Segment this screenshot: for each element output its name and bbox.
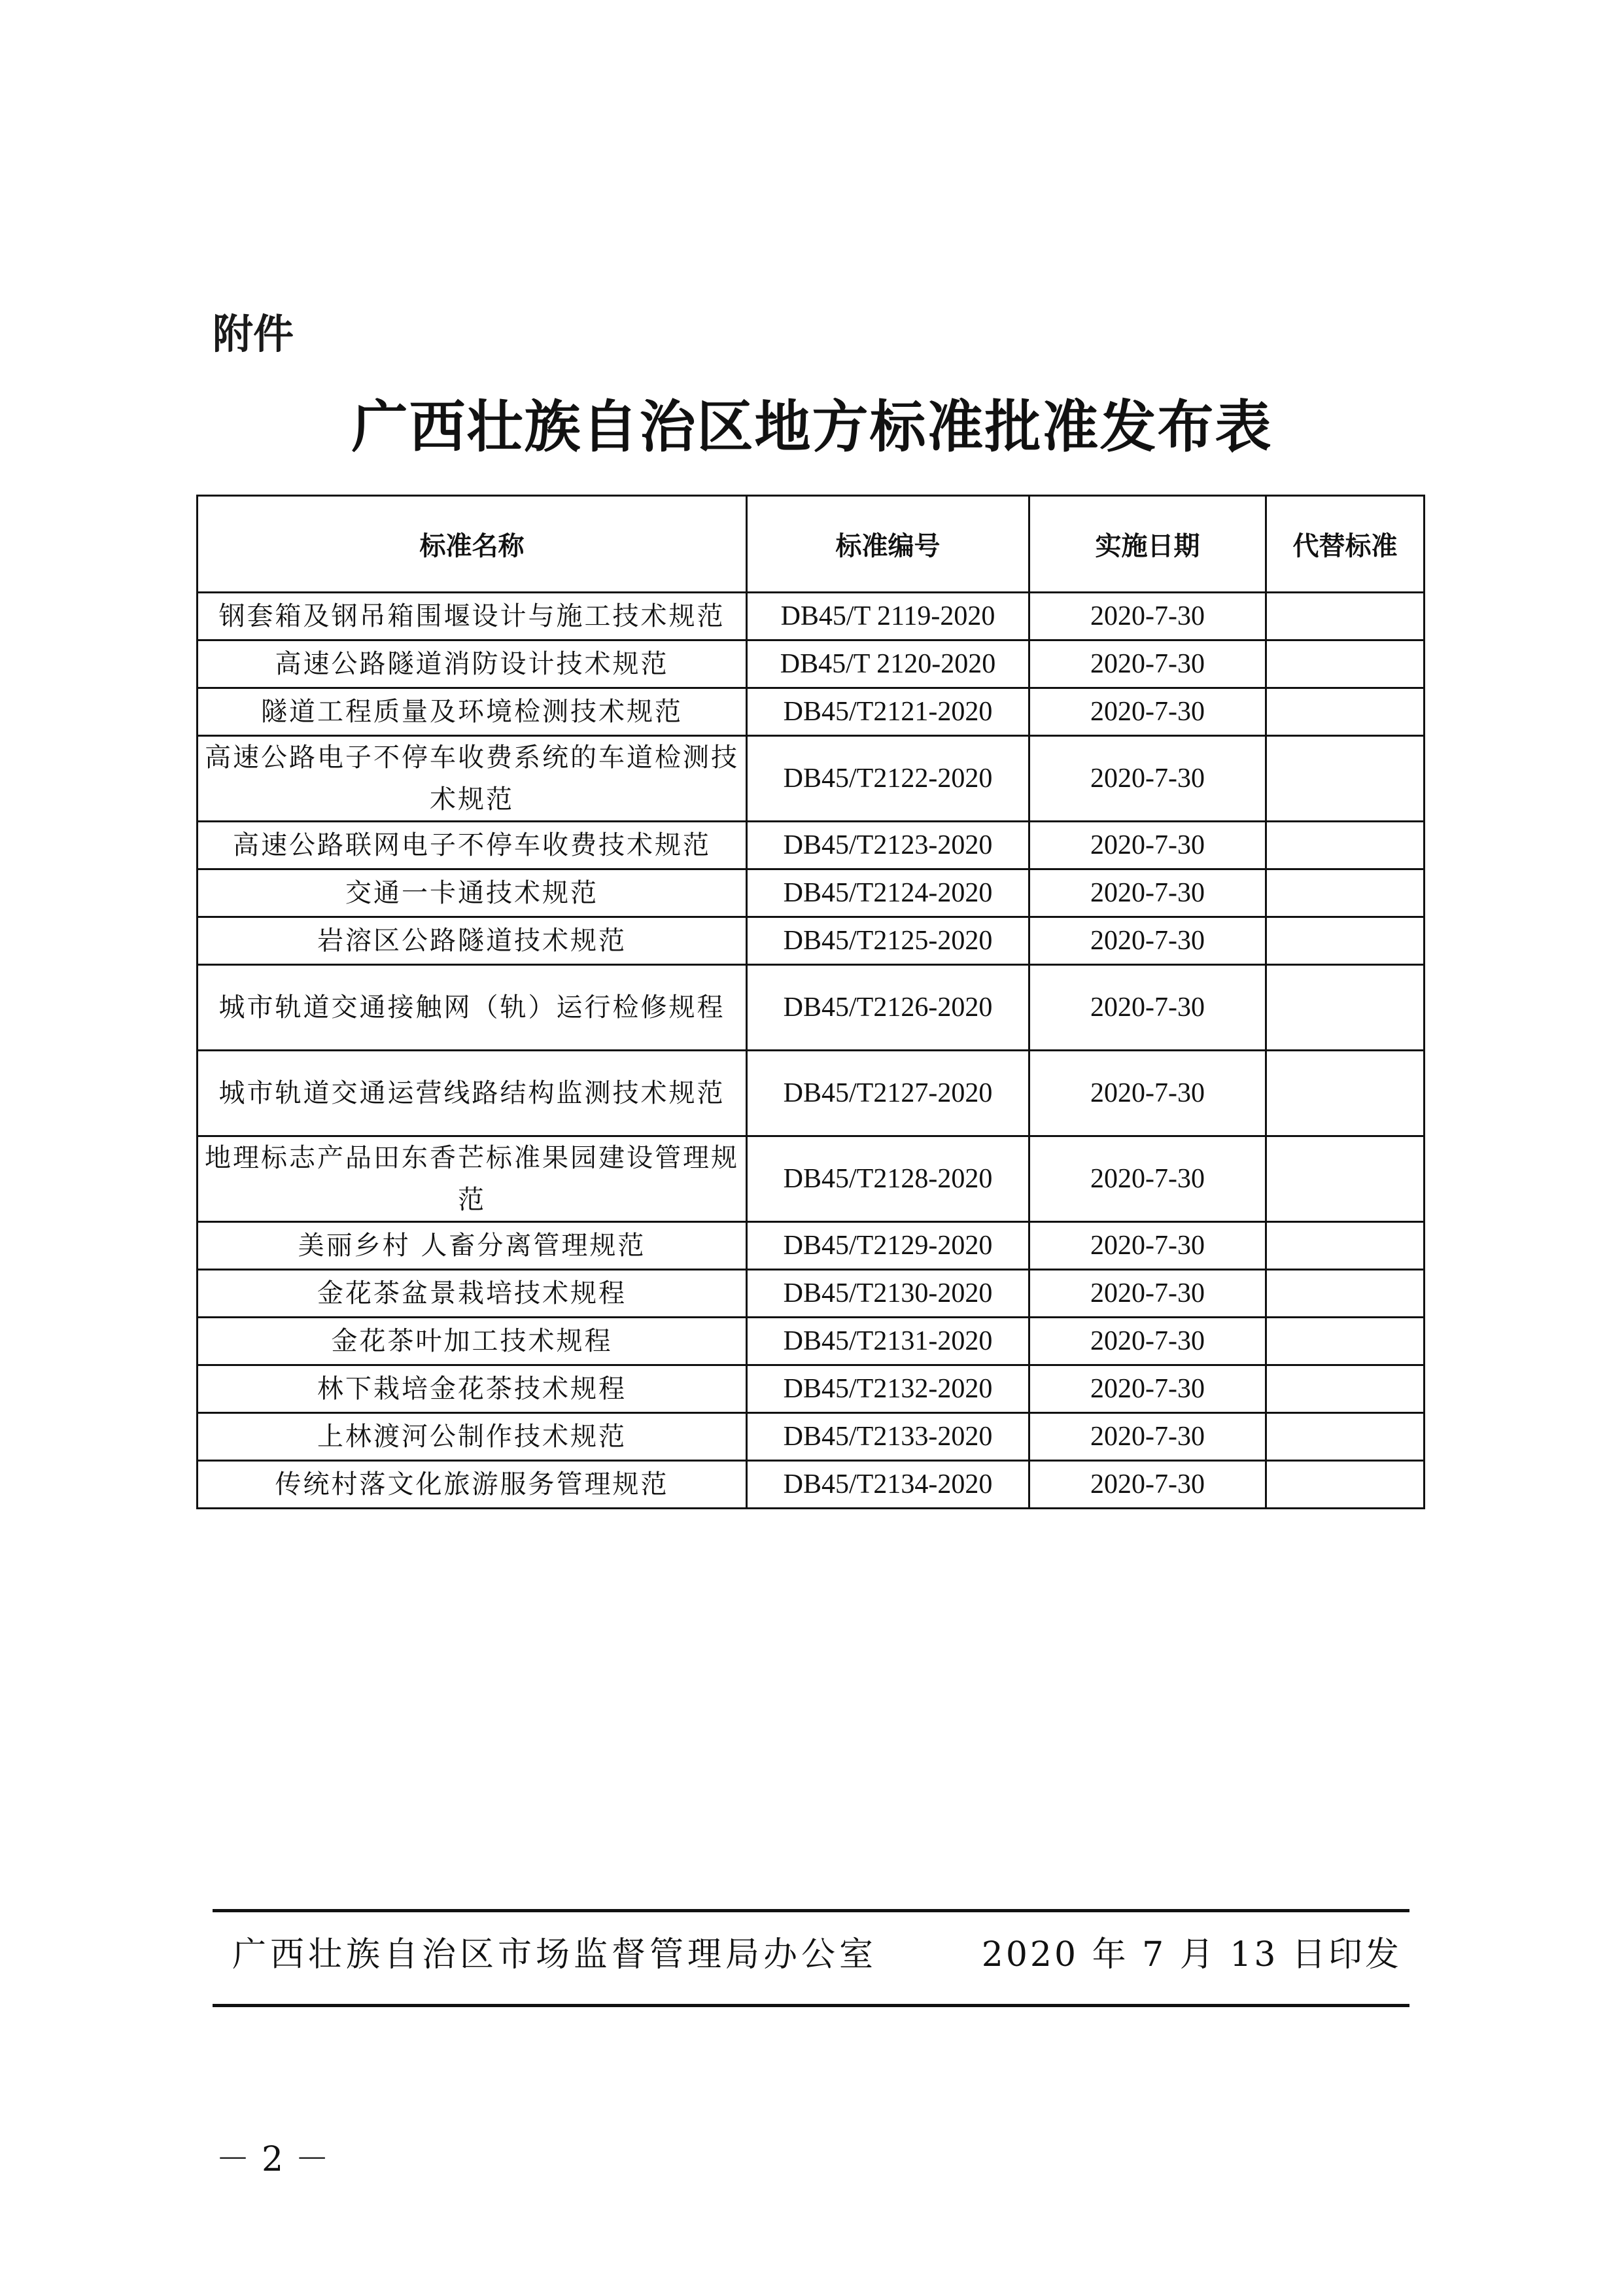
- standard-name-cell: 金花茶盆景栽培技术规程: [198, 1270, 747, 1318]
- replaced-standard-cell: [1266, 1222, 1425, 1270]
- replaced-standard-cell: [1266, 1270, 1425, 1318]
- effective-date-cell: 2020-7-30: [1029, 1136, 1266, 1222]
- replaced-standard-cell: [1266, 688, 1425, 736]
- standard-code-cell: DB45/T2134-2020: [747, 1461, 1029, 1509]
- standard-code-cell: DB45/T2121-2020: [747, 688, 1029, 736]
- table-row: [198, 640, 1425, 688]
- standard-name-cell: 高速公路联网电子不停车收费技术规范: [198, 822, 747, 869]
- standard-name-cell: 高速公路隧道消防设计技术规范: [198, 640, 747, 688]
- effective-date-cell: 2020-7-30: [1029, 688, 1266, 736]
- table-row: [198, 1413, 1425, 1461]
- standard-name-cell: 岩溶区公路隧道技术规范: [198, 917, 747, 965]
- table-row: [198, 1461, 1425, 1509]
- replaced-standard-cell: [1266, 1318, 1425, 1365]
- replaced-standard-cell: [1266, 593, 1425, 640]
- effective-date-cell: 2020-7-30: [1029, 1365, 1266, 1413]
- replaced-standard-cell: [1266, 1051, 1425, 1136]
- standard-name-cell: 美丽乡村 人畜分离管理规范: [198, 1222, 747, 1270]
- header-standard-name: 标准名称: [198, 496, 747, 593]
- effective-date-cell: 2020-7-30: [1029, 822, 1266, 869]
- replaced-standard-cell: [1266, 917, 1425, 965]
- standard-name-cell: 地理标志产品田东香芒标准果园建设管理规范: [198, 1136, 747, 1222]
- effective-date-cell: 2020-7-30: [1029, 1051, 1266, 1136]
- standard-name-cell: 传统村落文化旅游服务管理规范: [198, 1461, 747, 1509]
- standard-code-cell: DB45/T2123-2020: [747, 822, 1029, 869]
- replaced-standard-cell: [1266, 1461, 1425, 1509]
- standard-code-cell: DB45/T2130-2020: [747, 1270, 1029, 1318]
- standard-code-cell: DB45/T2126-2020: [747, 965, 1029, 1051]
- replaced-standard-cell: [1266, 822, 1425, 869]
- effective-date-cell: 2020-7-30: [1029, 1318, 1266, 1365]
- table-header-row: [198, 496, 1425, 593]
- standard-code-cell: DB45/T2125-2020: [747, 917, 1029, 965]
- effective-date-cell: 2020-7-30: [1029, 640, 1266, 688]
- table-row: [198, 1318, 1425, 1365]
- header-effective-date: 实施日期: [1029, 496, 1266, 593]
- standard-code-cell: DB45/T2133-2020: [747, 1413, 1029, 1461]
- replaced-standard-cell: [1266, 1136, 1425, 1222]
- standard-name-cell: 上林渡河公制作技术规范: [198, 1413, 747, 1461]
- document-title: 广西壮族自治区地方标准批准发布表: [351, 394, 1273, 460]
- standard-code-cell: DB45/T2131-2020: [747, 1318, 1029, 1365]
- standard-code-cell: DB45/T2124-2020: [747, 869, 1029, 917]
- standard-code-cell: DB45/T2127-2020: [747, 1051, 1029, 1136]
- standard-name-cell: 城市轨道交通接触网（轨）运行检修规程: [198, 965, 747, 1051]
- replaced-standard-cell: [1266, 640, 1425, 688]
- footer-issue-date: 2020 年 7 月 13 日印发: [981, 1935, 1402, 1974]
- effective-date-cell: 2020-7-30: [1029, 1413, 1266, 1461]
- table-row: [198, 965, 1425, 1051]
- replaced-standard-cell: [1266, 965, 1425, 1051]
- table-row: [198, 1270, 1425, 1318]
- table-row: [198, 1222, 1425, 1270]
- table-row: [198, 1136, 1425, 1222]
- standard-name-cell: 隧道工程质量及环境检测技术规范: [198, 688, 747, 736]
- table-row: [198, 593, 1425, 640]
- standard-name-cell: 交通一卡通技术规范: [198, 869, 747, 917]
- footer-bottom-rule: [213, 2004, 1409, 2007]
- standard-name-cell: 金花茶叶加工技术规程: [198, 1318, 747, 1365]
- standard-name-cell: 高速公路电子不停车收费系统的车道检测技术规范: [198, 736, 747, 822]
- effective-date-cell: 2020-7-30: [1029, 1222, 1266, 1270]
- header-replaced-standard: 代替标准: [1266, 496, 1425, 593]
- table-row: [198, 688, 1425, 736]
- replaced-standard-cell: [1266, 869, 1425, 917]
- standard-code-cell: DB45/T2128-2020: [747, 1136, 1029, 1222]
- standard-name-cell: 城市轨道交通运营线路结构监测技术规范: [198, 1051, 747, 1136]
- effective-date-cell: 2020-7-30: [1029, 1270, 1266, 1318]
- footer-issuer: 广西壮族自治区市场监督管理局办公室: [232, 1935, 878, 1974]
- table-row: [198, 917, 1425, 965]
- replaced-standard-cell: [1266, 1365, 1425, 1413]
- standard-name-cell: 林下栽培金花茶技术规程: [198, 1365, 747, 1413]
- header-standard-code: 标准编号: [747, 496, 1029, 593]
- table-row: [198, 1051, 1425, 1136]
- footer-top-rule: [213, 1909, 1409, 1912]
- standard-code-cell: DB45/T2122-2020: [747, 736, 1029, 822]
- replaced-standard-cell: [1266, 1413, 1425, 1461]
- table-row: [198, 869, 1425, 917]
- page-number: －2－: [216, 2140, 341, 2179]
- standards-table: [196, 495, 1425, 1509]
- effective-date-cell: 2020-7-30: [1029, 593, 1266, 640]
- effective-date-cell: 2020-7-30: [1029, 1461, 1266, 1509]
- standard-code-cell: DB45/T2129-2020: [747, 1222, 1029, 1270]
- table-row: [198, 822, 1425, 869]
- standard-code-cell: DB45/T 2119-2020: [747, 593, 1029, 640]
- standard-name-cell: 钢套箱及钢吊箱围堰设计与施工技术规范: [198, 593, 747, 640]
- table-row: [198, 1365, 1425, 1413]
- table-row: [198, 736, 1425, 822]
- replaced-standard-cell: [1266, 736, 1425, 822]
- effective-date-cell: 2020-7-30: [1029, 869, 1266, 917]
- attachment-label: 附件: [213, 310, 294, 358]
- effective-date-cell: 2020-7-30: [1029, 965, 1266, 1051]
- standard-code-cell: DB45/T2132-2020: [747, 1365, 1029, 1413]
- effective-date-cell: 2020-7-30: [1029, 736, 1266, 822]
- effective-date-cell: 2020-7-30: [1029, 917, 1266, 965]
- standard-code-cell: DB45/T 2120-2020: [747, 640, 1029, 688]
